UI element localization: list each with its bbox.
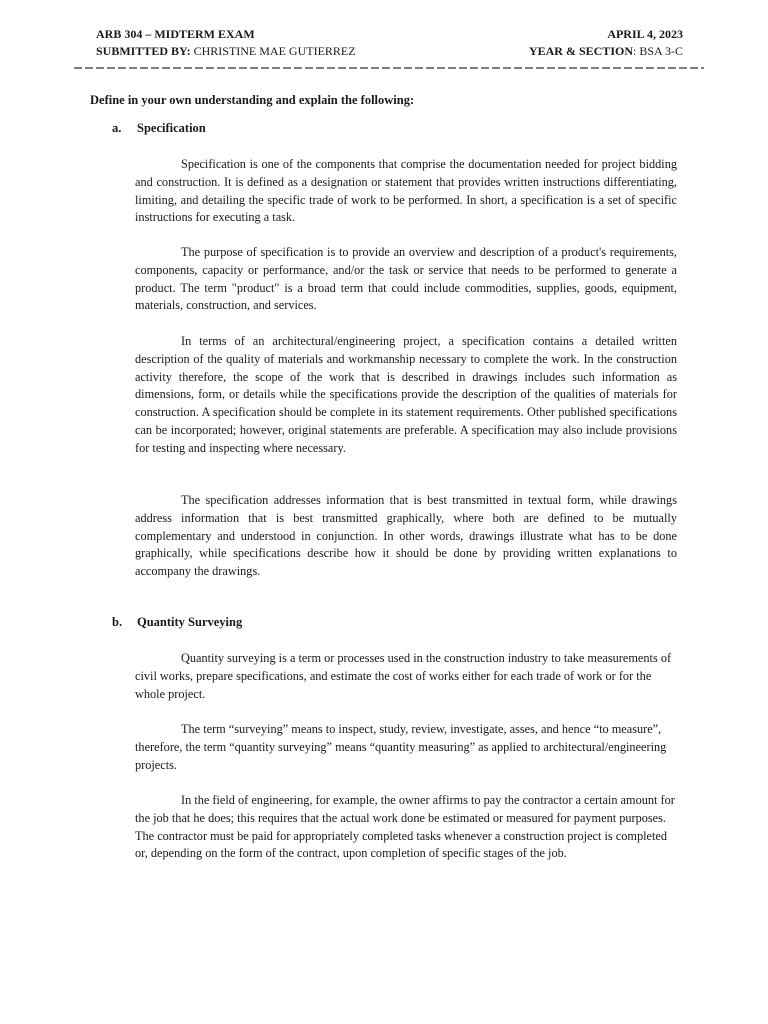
submitted-by xyxy=(96,43,356,60)
section-b-paragraph-2: The term “surveying” means to inspect, study, review, investigate, asses, and hence “to measure”, therefore, the term “quantity surveying” means “quantity measuring” as applied to architectural/engineering projects. xyxy=(135,722,667,772)
section-b-letter: b. xyxy=(112,615,123,629)
submitted-label: SUBMITTED BY: xyxy=(96,44,191,58)
section-b-heading xyxy=(112,615,242,630)
section-a-paragraph-2: The purpose of specification is to provide an overview and description of a product's requirements, components, capacity or performance, and/or the task or service that needs to be performed to generate a product. The term "product" is a broad term that could include commodities, supplies, goods, equipment, materials, construction, and services. xyxy=(135,245,677,313)
exam-header xyxy=(96,26,683,60)
section-a-paragraph-3: In terms of an architectural/engineering project, a specification contains a detailed written description of the quality of materials and workmanship necessary to complete the work. In the construction activity therefore, the scope of the work that is described in drawings includes such information as dimensions, form, or details while the specifications provide the description of the qualities of materials for construction. A specification should be complete in its statement requirements. Other published specifications can be incorporated; however, original statements are preferable. A specification may also include provisions for testing and inspecting where necessary. xyxy=(135,334,677,455)
section-b-title: Quantity Surveying xyxy=(137,615,243,629)
section-b-paragraph-1: Quantity surveying is a term or processes used in the construction industry to take measurements of civil works, prepare specifications, and estimate the cost of works either for each trade of work or for the whole project. xyxy=(135,651,672,701)
year-section-label: YEAR & SECTION xyxy=(528,44,633,58)
header-row-top xyxy=(96,26,683,43)
header-divider xyxy=(74,61,704,75)
student-name: CHRISTINE MAE GUTIERREZ xyxy=(193,44,356,58)
section-b-paragraph-3: In the field of engineering, for example, the owner affirms to pay the contractor a certain amount for the job that he does; this requires that the actual work done be estimated or measured for payment purposes. The contractor must be paid for appropriately completed tasks whenever a construction project is completed or, depending on the form of the contract, upon completion of specific stages of the job. xyxy=(135,793,675,861)
section-a-heading xyxy=(112,121,206,136)
exam-date: APRIL 4, 2023 xyxy=(607,27,683,41)
section-a-paragraph-4: The specification addresses information that is best transmitted in textual form, while drawings address information that is best transmitted graphically, where both are defined to be mutually complementary and understood in conjunction. In other words, drawings illustrate what has to be done graphically, while specifications describe how it should be done by providing written explanations to accompany the drawings. xyxy=(135,493,677,579)
section-a-paragraph-1: Specification is one of the components that comprise the documentation needed for project bidding and construction. It is defined as a designation or statement that provides written instructions differentiating, limiting, and detailing the specific trade of work to be performed. In short, a specification is a set of specific instructions for executing a task. xyxy=(135,157,677,225)
section-a-title: Specification xyxy=(137,121,206,135)
year-section-value: : BSA 3-C xyxy=(632,44,683,58)
section-a-letter: a. xyxy=(112,121,122,135)
year-section xyxy=(529,43,683,60)
header-row-bottom xyxy=(96,43,683,60)
instruction-text: Define in your own understanding and explain the following: xyxy=(90,93,415,107)
course-title: ARB 304 – MIDTERM EXAM xyxy=(96,27,255,41)
